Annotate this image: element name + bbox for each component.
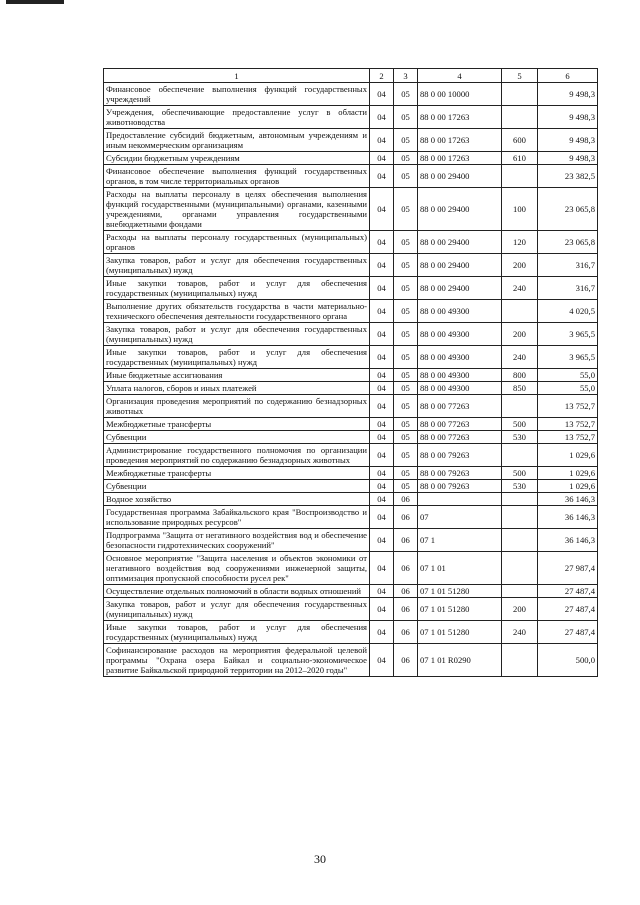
- row-amount-cell: 3 965,5: [538, 323, 598, 346]
- row-amount-cell: 27 487,4: [538, 621, 598, 644]
- row-target-code-cell: 07 1 01 51280: [418, 621, 502, 644]
- table-row: [104, 598, 598, 621]
- row-subsection-cell: 05: [394, 444, 418, 467]
- col-header-name: 1: [104, 69, 370, 83]
- table-row: [104, 277, 598, 300]
- table-row: [104, 83, 598, 106]
- row-section-cell: 04: [370, 369, 394, 382]
- row-name-cell: Межбюджетные трансферты: [104, 418, 370, 431]
- row-amount-cell: 13 752,7: [538, 431, 598, 444]
- row-target-code-cell: 07 1: [418, 529, 502, 552]
- col-header-target-code: 4: [418, 69, 502, 83]
- row-name-cell: Основное мероприятие "Защита населения и объектов экономики от негативного воздействия вод сооружениями инженерной защиты, оптимизация пропускной способности русел рек": [104, 552, 370, 585]
- row-subsection-cell: 05: [394, 480, 418, 493]
- table-row: [104, 369, 598, 382]
- row-target-code-cell: 88 0 00 49300: [418, 346, 502, 369]
- row-section-cell: 04: [370, 621, 394, 644]
- table-row: [104, 444, 598, 467]
- row-name-cell: Субсидии бюджетным учреждениям: [104, 152, 370, 165]
- row-expense-type-cell: 500: [502, 418, 538, 431]
- table-row: [104, 188, 598, 231]
- table-row: [104, 152, 598, 165]
- col-header-expense-type: 5: [502, 69, 538, 83]
- row-subsection-cell: 05: [394, 323, 418, 346]
- row-amount-cell: 55,0: [538, 382, 598, 395]
- row-amount-cell: 36 146,3: [538, 529, 598, 552]
- row-expense-type-cell: [502, 83, 538, 106]
- row-subsection-cell: 05: [394, 369, 418, 382]
- row-name-cell: Закупка товаров, работ и услуг для обеспечения государственных (муниципальных) нужд: [104, 323, 370, 346]
- row-section-cell: 04: [370, 431, 394, 444]
- row-target-code-cell: 88 0 00 49300: [418, 300, 502, 323]
- row-name-cell: Иные закупки товаров, работ и услуг для обеспечения государственных (муниципальных) нужд: [104, 277, 370, 300]
- row-subsection-cell: 05: [394, 346, 418, 369]
- row-amount-cell: 4 020,5: [538, 300, 598, 323]
- row-section-cell: 04: [370, 165, 394, 188]
- row-section-cell: 04: [370, 506, 394, 529]
- row-name-cell: Финансовое обеспечение выполнения функций государственных органов, в том числе территориальных органов: [104, 165, 370, 188]
- row-subsection-cell: 05: [394, 83, 418, 106]
- row-section-cell: 04: [370, 382, 394, 395]
- row-expense-type-cell: [502, 529, 538, 552]
- table-row: [104, 552, 598, 585]
- row-target-code-cell: 88 0 00 29400: [418, 165, 502, 188]
- row-section-cell: 04: [370, 188, 394, 231]
- row-amount-cell: 36 146,3: [538, 493, 598, 506]
- table-row: [104, 300, 598, 323]
- row-subsection-cell: 05: [394, 277, 418, 300]
- row-section-cell: 04: [370, 467, 394, 480]
- row-target-code-cell: 88 0 00 79263: [418, 467, 502, 480]
- row-target-code-cell: 07: [418, 506, 502, 529]
- row-name-cell: Субвенции: [104, 480, 370, 493]
- row-expense-type-cell: 530: [502, 431, 538, 444]
- row-subsection-cell: 06: [394, 493, 418, 506]
- table-row: [104, 129, 598, 152]
- row-name-cell: Организация проведения мероприятий по содержанию безнадзорных животных: [104, 395, 370, 418]
- table-row: [104, 467, 598, 480]
- row-name-cell: Иные закупки товаров, работ и услуг для обеспечения государственных (муниципальных) нужд: [104, 346, 370, 369]
- row-target-code-cell: [418, 493, 502, 506]
- row-expense-type-cell: [502, 493, 538, 506]
- table-row: [104, 493, 598, 506]
- top-rule: [6, 0, 64, 4]
- row-subsection-cell: 06: [394, 552, 418, 585]
- row-section-cell: 04: [370, 152, 394, 165]
- row-target-code-cell: 07 1 01 51280: [418, 585, 502, 598]
- row-expense-type-cell: 100: [502, 188, 538, 231]
- row-expense-type-cell: [502, 106, 538, 129]
- row-section-cell: 04: [370, 552, 394, 585]
- col-header-amount: 6: [538, 69, 598, 83]
- row-amount-cell: 9 498,3: [538, 83, 598, 106]
- row-expense-type-cell: [502, 165, 538, 188]
- table-row: [104, 480, 598, 493]
- row-target-code-cell: 07 1 01 R0290: [418, 644, 502, 677]
- row-expense-type-cell: [502, 585, 538, 598]
- row-section-cell: 04: [370, 493, 394, 506]
- row-section-cell: 04: [370, 277, 394, 300]
- row-subsection-cell: 05: [394, 431, 418, 444]
- row-expense-type-cell: 530: [502, 480, 538, 493]
- table-row: [104, 585, 598, 598]
- row-section-cell: 04: [370, 418, 394, 431]
- row-name-cell: Закупка товаров, работ и услуг для обеспечения государственных (муниципальных) нужд: [104, 598, 370, 621]
- row-target-code-cell: 88 0 00 49300: [418, 323, 502, 346]
- row-expense-type-cell: [502, 552, 538, 585]
- row-subsection-cell: 05: [394, 106, 418, 129]
- row-section-cell: 04: [370, 346, 394, 369]
- row-subsection-cell: 06: [394, 644, 418, 677]
- row-expense-type-cell: 500: [502, 467, 538, 480]
- row-target-code-cell: 88 0 00 17263: [418, 106, 502, 129]
- table-row: [104, 346, 598, 369]
- table-row: [104, 395, 598, 418]
- row-expense-type-cell: [502, 395, 538, 418]
- row-section-cell: 04: [370, 644, 394, 677]
- row-name-cell: Предоставление субсидий бюджетным, автономным учреждениям и иным некоммерческим организациям: [104, 129, 370, 152]
- table-row: [104, 644, 598, 677]
- row-amount-cell: 316,7: [538, 254, 598, 277]
- row-amount-cell: 9 498,3: [538, 106, 598, 129]
- row-subsection-cell: 05: [394, 395, 418, 418]
- row-target-code-cell: 88 0 00 17263: [418, 129, 502, 152]
- table-row: [104, 254, 598, 277]
- row-subsection-cell: 06: [394, 598, 418, 621]
- row-amount-cell: 500,0: [538, 644, 598, 677]
- row-name-cell: Финансовое обеспечение выполнения функций государственных учреждений: [104, 83, 370, 106]
- header-row: [104, 69, 598, 83]
- row-name-cell: Закупка товаров, работ и услуг для обеспечения государственных (муниципальных) нужд: [104, 254, 370, 277]
- row-subsection-cell: 05: [394, 188, 418, 231]
- row-subsection-cell: 05: [394, 254, 418, 277]
- row-amount-cell: 27 987,4: [538, 552, 598, 585]
- row-target-code-cell: 88 0 00 79263: [418, 480, 502, 493]
- table-row: [104, 323, 598, 346]
- row-name-cell: Уплата налогов, сборов и иных платежей: [104, 382, 370, 395]
- row-target-code-cell: 88 0 00 49300: [418, 369, 502, 382]
- row-subsection-cell: 05: [394, 129, 418, 152]
- row-target-code-cell: 07 1 01 51280: [418, 598, 502, 621]
- row-expense-type-cell: 240: [502, 277, 538, 300]
- page-number: 30: [314, 852, 326, 866]
- row-subsection-cell: 06: [394, 621, 418, 644]
- row-name-cell: Учреждения, обеспечивающие предоставление услуг в области животноводства: [104, 106, 370, 129]
- table-row: [104, 106, 598, 129]
- row-name-cell: Подпрограмма "Защита от негативного воздействия вод и обеспечение безопасности гидротехнических сооружений": [104, 529, 370, 552]
- row-name-cell: Водное хозяйство: [104, 493, 370, 506]
- row-amount-cell: 36 146,3: [538, 506, 598, 529]
- row-expense-type-cell: [502, 506, 538, 529]
- row-section-cell: 04: [370, 323, 394, 346]
- row-expense-type-cell: 600: [502, 129, 538, 152]
- row-section-cell: 04: [370, 300, 394, 323]
- row-target-code-cell: 88 0 00 77263: [418, 418, 502, 431]
- row-amount-cell: 23 065,8: [538, 188, 598, 231]
- row-expense-type-cell: 800: [502, 369, 538, 382]
- row-expense-type-cell: 850: [502, 382, 538, 395]
- row-section-cell: 04: [370, 395, 394, 418]
- row-name-cell: Государственная программа Забайкальского края "Воспроизводство и использование природных ресурсов": [104, 506, 370, 529]
- row-section-cell: 04: [370, 83, 394, 106]
- row-amount-cell: 9 498,3: [538, 129, 598, 152]
- row-subsection-cell: 05: [394, 467, 418, 480]
- row-expense-type-cell: 240: [502, 621, 538, 644]
- table-row: [104, 418, 598, 431]
- row-name-cell: Иные бюджетные ассигнования: [104, 369, 370, 382]
- row-name-cell: Администрирование государственного полномочия по организации проведения мероприятий по содержанию безнадзорных животных: [104, 444, 370, 467]
- table-row: [104, 621, 598, 644]
- row-name-cell: Субвенции: [104, 431, 370, 444]
- row-name-cell: Иные закупки товаров, работ и услуг для обеспечения государственных (муниципальных) нужд: [104, 621, 370, 644]
- row-amount-cell: 27 487,4: [538, 598, 598, 621]
- row-target-code-cell: 88 0 00 77263: [418, 431, 502, 444]
- row-target-code-cell: 88 0 00 77263: [418, 395, 502, 418]
- row-subsection-cell: 06: [394, 506, 418, 529]
- row-amount-cell: 55,0: [538, 369, 598, 382]
- row-section-cell: 04: [370, 444, 394, 467]
- row-name-cell: Расходы на выплаты персоналу государственных (муниципальных) органов: [104, 231, 370, 254]
- row-target-code-cell: 88 0 00 10000: [418, 83, 502, 106]
- row-target-code-cell: 88 0 00 17263: [418, 152, 502, 165]
- row-section-cell: 04: [370, 529, 394, 552]
- row-amount-cell: 3 965,5: [538, 346, 598, 369]
- row-expense-type-cell: 200: [502, 598, 538, 621]
- row-amount-cell: 23 382,5: [538, 165, 598, 188]
- row-subsection-cell: 05: [394, 300, 418, 323]
- col-header-section: 2: [370, 69, 394, 83]
- row-target-code-cell: 88 0 00 29400: [418, 254, 502, 277]
- row-expense-type-cell: 610: [502, 152, 538, 165]
- row-target-code-cell: 88 0 00 29400: [418, 231, 502, 254]
- row-expense-type-cell: 200: [502, 254, 538, 277]
- table-row: [104, 431, 598, 444]
- row-section-cell: 04: [370, 585, 394, 598]
- row-name-cell: Выполнение других обязательств государства в части материально-технического обеспечения деятельности государственного органа: [104, 300, 370, 323]
- row-target-code-cell: 88 0 00 29400: [418, 188, 502, 231]
- row-subsection-cell: 05: [394, 382, 418, 395]
- row-amount-cell: 9 498,3: [538, 152, 598, 165]
- row-subsection-cell: 05: [394, 418, 418, 431]
- row-amount-cell: 316,7: [538, 277, 598, 300]
- row-name-cell: Софинансирование расходов на мероприятия федеральной целевой программы "Охрана озера Байкал и социально-экономическое развитие Байкальской природной территории на 2012–2020 годы": [104, 644, 370, 677]
- table-row: [104, 382, 598, 395]
- table-row: [104, 165, 598, 188]
- table-row: [104, 506, 598, 529]
- row-target-code-cell: 88 0 00 29400: [418, 277, 502, 300]
- row-amount-cell: 1 029,6: [538, 444, 598, 467]
- table-row: [104, 529, 598, 552]
- row-expense-type-cell: 240: [502, 346, 538, 369]
- row-section-cell: 04: [370, 254, 394, 277]
- row-section-cell: 04: [370, 129, 394, 152]
- row-expense-type-cell: [502, 444, 538, 467]
- col-header-subsection: 3: [394, 69, 418, 83]
- row-amount-cell: 13 752,7: [538, 395, 598, 418]
- row-target-code-cell: 88 0 00 49300: [418, 382, 502, 395]
- row-section-cell: 04: [370, 231, 394, 254]
- row-target-code-cell: 07 1 01: [418, 552, 502, 585]
- row-subsection-cell: 05: [394, 152, 418, 165]
- row-subsection-cell: 06: [394, 529, 418, 552]
- row-amount-cell: 1 029,6: [538, 467, 598, 480]
- row-amount-cell: 1 029,6: [538, 480, 598, 493]
- row-section-cell: 04: [370, 480, 394, 493]
- row-section-cell: 04: [370, 598, 394, 621]
- row-subsection-cell: 05: [394, 231, 418, 254]
- row-expense-type-cell: [502, 644, 538, 677]
- row-amount-cell: 13 752,7: [538, 418, 598, 431]
- row-amount-cell: 27 487,4: [538, 585, 598, 598]
- row-subsection-cell: 06: [394, 585, 418, 598]
- row-expense-type-cell: 200: [502, 323, 538, 346]
- row-expense-type-cell: 120: [502, 231, 538, 254]
- table-row: [104, 231, 598, 254]
- row-amount-cell: 23 065,8: [538, 231, 598, 254]
- row-section-cell: 04: [370, 106, 394, 129]
- row-expense-type-cell: [502, 300, 538, 323]
- row-name-cell: Расходы на выплаты персоналу в целях обеспечения выполнения функций государственными (муниципальными) органами, казенными учреждениями, органами управления государственными внебюджетными фондами: [104, 188, 370, 231]
- row-name-cell: Межбюджетные трансферты: [104, 467, 370, 480]
- row-name-cell: Осуществление отдельных полномочий в области водных отношений: [104, 585, 370, 598]
- row-subsection-cell: 05: [394, 165, 418, 188]
- row-target-code-cell: 88 0 00 79263: [418, 444, 502, 467]
- budget-table: [103, 68, 598, 677]
